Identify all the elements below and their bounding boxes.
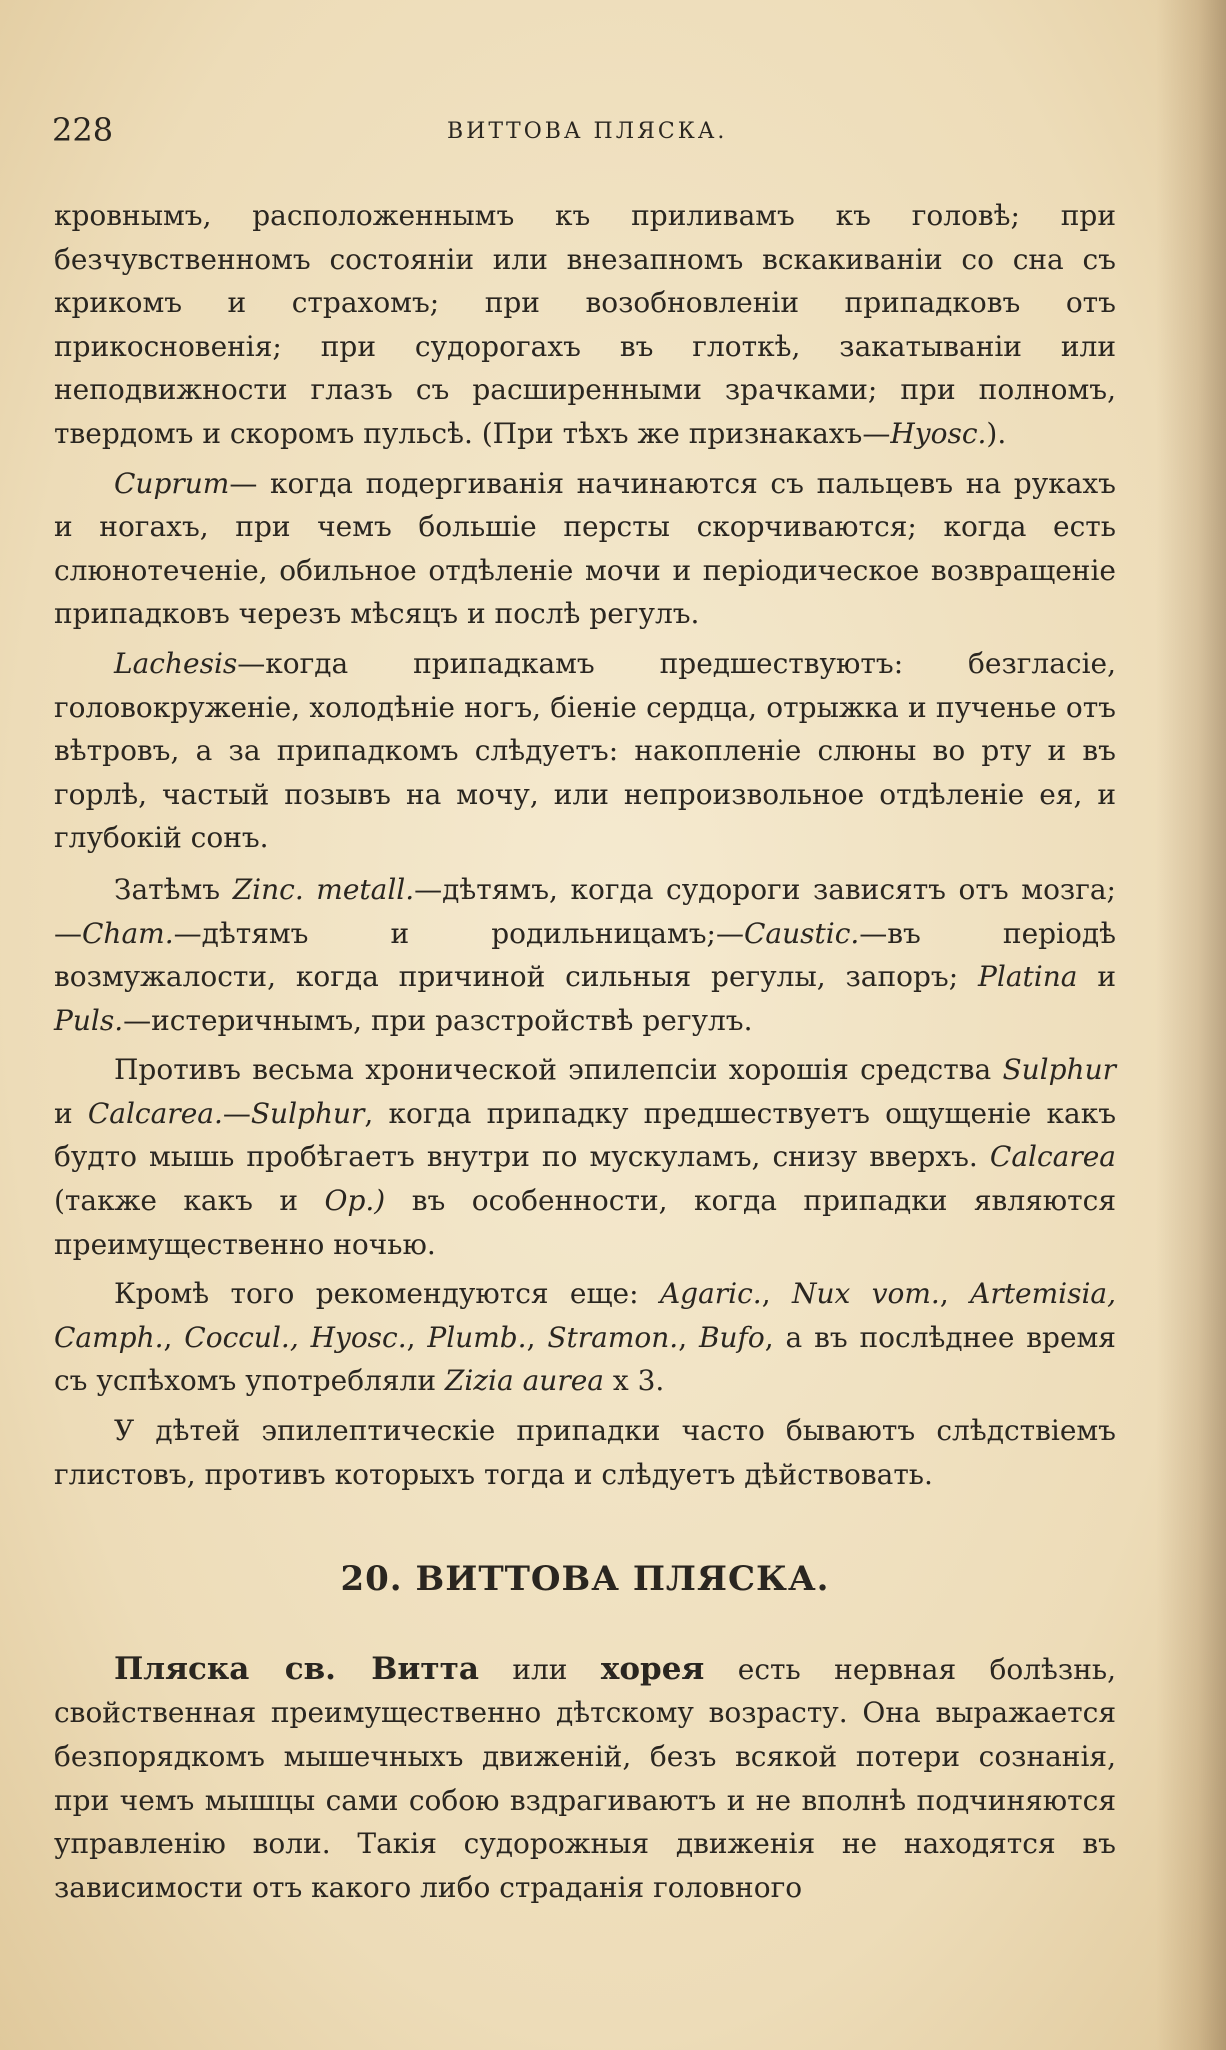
separator: , [163, 1320, 185, 1354]
separator: , [761, 1277, 792, 1311]
paragraph-6 [54, 1272, 1116, 1403]
remedy-name: Hyosc. [310, 1320, 407, 1354]
paragraph-2 [54, 462, 1116, 636]
paragraph-2-text: — когда подергиванiя начинаются съ пальцевъ на рукахъ и ногахъ, при чемъ большiе персты скорчиваются; когда есть слюнотеченiе, обильное отдѣленiе мочи и перiодическое возвращенiе припадковъ черезъ мѣсяцъ и послѣ регулъ. [54, 466, 1116, 631]
remedy-name: Cuprum [114, 466, 230, 500]
paragraph-5 [54, 1048, 1116, 1266]
remedy-name: Puls. [54, 1003, 124, 1037]
text-run: —дѣтямъ и родильницамъ;— [173, 916, 744, 950]
text-run: и [1077, 960, 1117, 994]
running-head: ВИТТОВА ПЛЯСКА. [447, 119, 728, 144]
section-paragraph-text: есть нервная болѣзнь, свойственная преимущественно дѣтскому возрасту. Она выражается безпорядкомъ мышечныхъ движенiй, безъ всякой потери сознанiя, при чемъ мышцы сами собою вздрагиваютъ и не вполнѣ подчиняются управленiю воли. Такiя судорожныя движенiя не находятся въ зависимости отъ какого либо страданiя головного [54, 1652, 1116, 1904]
remedy-name: Sulphur [1002, 1053, 1116, 1087]
remedy-name: Caustic. [743, 916, 860, 950]
paragraph-4 [54, 868, 1116, 1042]
text-run: , а въ послѣднее время съ успѣхомъ употребляли [54, 1320, 1116, 1398]
separator: , [678, 1320, 699, 1354]
remedy-name: Stramon. [547, 1320, 679, 1354]
remedy-name: Agaric. [659, 1277, 762, 1311]
remedy-name: Artemisia, Camph. [54, 1277, 1116, 1354]
remedy-name: Plumb. [427, 1320, 527, 1354]
term-chorea: хорея [600, 1650, 705, 1687]
remedy-name: Calcarea. [87, 1096, 223, 1130]
text-run: —въ перiодѣ возмужалости, когда причиной сильныя регулы, запоръ; [54, 916, 1116, 994]
text-run: — [222, 1096, 251, 1130]
text-run: въ особенности, когда припадки являются преимущественно ночью. [54, 1184, 1116, 1261]
text-run: Затѣмъ [114, 872, 233, 906]
text-run: , когда припадку предшествуетъ ощущенiе какъ будто мышь пробѣгаетъ внутри по мускуламъ, снизу вверхъ. [54, 1096, 1117, 1174]
text-run: —истеричнымъ, при разстройствѣ регулъ. [123, 1003, 753, 1037]
page-header [52, 108, 1118, 152]
separator: , [939, 1277, 971, 1311]
text-run: Кромѣ того рекомендуются еще: [114, 1277, 660, 1311]
remedy-name: Cham. [82, 916, 174, 950]
paragraph-1-end: ). [986, 416, 1007, 450]
separator: , [526, 1320, 548, 1354]
remedy-name: Bufo [698, 1320, 765, 1354]
paragraph-3 [54, 642, 1116, 860]
remedy-name: Coccul., [184, 1320, 299, 1354]
text-run: —дѣтямъ, когда судороги зависятъ отъ мозга;— [54, 872, 1116, 950]
term-chorea-saint-vitus: Пляска св. Витта [114, 1650, 479, 1687]
remedy-name: Zinc. metall. [232, 872, 415, 906]
remedy-name: Nux vom. [792, 1277, 940, 1311]
paragraph-1 [54, 194, 1116, 456]
paragraph-7 [54, 1409, 1116, 1496]
text-run: Противъ весьма хронической эпилепсiи хорошiя средства [114, 1053, 1003, 1087]
paragraph-3-text: —когда припадкамъ предшествуютъ: безгласiе, головокруженiе, холодѣнiе ногъ, бiенiе сердца, отрыжка и пученье отъ вѣтровъ, а за припадкомъ слѣдуетъ: накопленiе слюны во рту и въ горлѣ, частый позывъ на мочу, или непроизвольное отдѣленiе ея, и глубокiй сонъ. [54, 646, 1116, 855]
remedy-name: Hyosc. [890, 416, 987, 450]
remedy-name: Platina [978, 960, 1078, 994]
separator [299, 1321, 311, 1354]
section-paragraph [54, 1648, 1116, 1910]
remedy-name: Calcarea [989, 1140, 1116, 1174]
text-run: x 3. [603, 1364, 665, 1398]
text-run: (также какъ и [54, 1184, 325, 1218]
remedy-name: Op.) [324, 1184, 386, 1218]
remedy-name: Zizia aurea [444, 1364, 604, 1398]
paragraph-7-text: У дѣтей эпилептическiе припадки часто бываютъ слѣдствiемъ глистовъ, противъ которыхъ тогда и слѣдуетъ дѣйствовать. [54, 1414, 1116, 1491]
text-run: или [478, 1652, 601, 1686]
remedy-name: Sulphur [250, 1096, 365, 1130]
page-edge-shadow [1156, 0, 1226, 2050]
text-run: и [54, 1096, 88, 1130]
remedy-name: Lachesis [114, 646, 238, 680]
section-title: 20. ВИТТОВА ПЛЯСКА. [340, 1559, 830, 1600]
body-text [54, 194, 1116, 1915]
paragraph-1-text: кровнымъ, расположеннымъ къ приливамъ къ головѣ; при безчувственномъ состоянiи или внезапномъ вскакиванiи со сна съ крикомъ и страхомъ; при возобновленiи припадковъ отъ прикосновенiя; при судорогахъ въ глоткѣ, закатыванiи или неподвижности глазъ съ расширенными зрачками; при полномъ, твердомъ и скоромъ пульсѣ. (При тѣхъ же признакахъ— [54, 199, 1116, 450]
page-number: 228 [52, 111, 114, 149]
separator: , [406, 1320, 428, 1354]
